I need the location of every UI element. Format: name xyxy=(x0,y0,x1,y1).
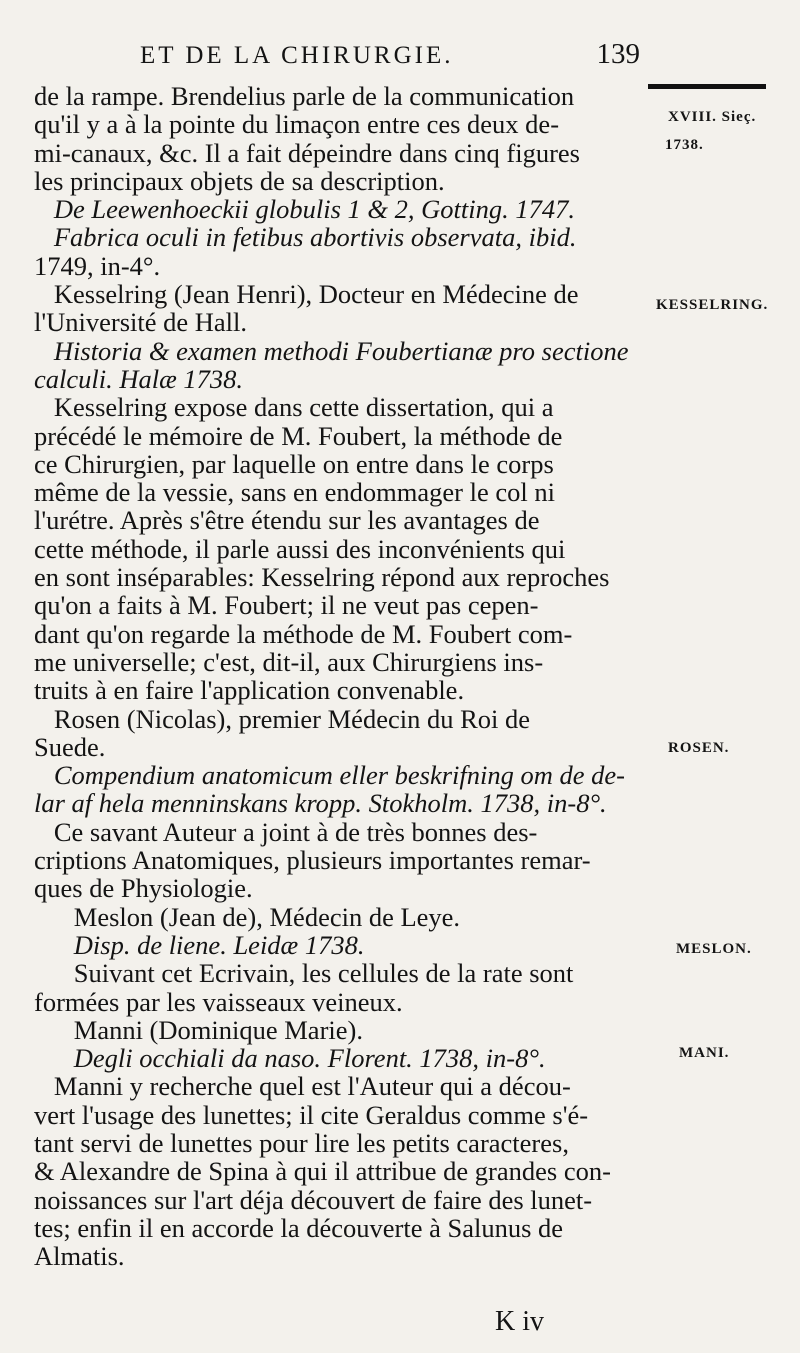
text-line: Manni (Dominique Marie). xyxy=(34,1014,363,1045)
margin-name-meslon: MESLON. xyxy=(676,941,752,957)
catchword: K iv xyxy=(495,1306,544,1337)
text-line: ques de Physiologie. xyxy=(34,873,253,904)
text-line: même de la vessie, sans en endommager le col ni xyxy=(34,477,555,508)
running-title: ET DE LA CHIRURGIE. xyxy=(140,42,454,69)
margin-name-rosen: ROSEN. xyxy=(668,740,730,756)
text-line: en sont inséparables: Kesselring répond aux reproches xyxy=(34,562,610,593)
text-line: Historia & examen methodi Foubertianæ pro sectione xyxy=(34,335,629,366)
text-line: ce Chirurgien, par laquelle on entre dans le corps xyxy=(34,448,554,479)
page-number: 139 xyxy=(596,38,640,70)
text-line: criptions Anatomiques, plusieurs importantes remar- xyxy=(34,845,591,876)
text-line: tant servi de lunettes pour lire les petits caracteres, xyxy=(34,1127,569,1158)
text-line: Rosen (Nicolas), premier Médecin du Roi de xyxy=(34,703,531,734)
text-line: me universelle; c'est, dit-il, aux Chirurgiens ins- xyxy=(34,646,544,677)
text-line: vert l'usage des lunettes; il cite Geraldus comme s'é- xyxy=(34,1099,589,1130)
text-line: calculi. Halæ 1738. xyxy=(34,363,244,394)
text-line: Degli occhiali da naso. Florent. 1738, in-8°. xyxy=(34,1043,546,1074)
main-text-block xyxy=(34,82,654,1270)
text-line: dant qu'on regarde la méthode de M. Foubert com- xyxy=(34,618,573,649)
text-line: Suede. xyxy=(34,731,106,762)
text-line: de la rampe. Brendelius parle de la communication xyxy=(34,81,575,111)
text-line: Fabrica oculi in fetibus abortivis observata, ibid. xyxy=(34,222,577,253)
text-line: Kesselring expose dans cette dissertation, qui a xyxy=(34,392,554,423)
text-line: l'Université de Hall. xyxy=(34,307,248,338)
text-line: lar af hela menninskans kropp. Stokholm. 1738, in-8°. xyxy=(34,788,607,819)
text-line: mi-canaux, &c. Il a fait dépeindre dans cinq figures xyxy=(34,137,580,168)
text-line: qu'on a faits à M. Foubert; il ne veut pas cepen- xyxy=(34,590,539,621)
text-line: l'urétre. Après s'être étendu sur les avantages de xyxy=(34,505,540,536)
text-line: & Alexandre de Spina à qui il attribue de grandes con- xyxy=(34,1156,611,1187)
margin-name-mani: MANI. xyxy=(679,1045,730,1061)
text-line: noissances sur l'art déja découvert de faire des lunet- xyxy=(34,1184,593,1215)
text-line: Meslon (Jean de), Médecin de Leye. xyxy=(34,901,461,932)
text-line: les principaux objets de sa description. xyxy=(34,165,445,196)
text-line: Manni y recherche quel est l'Auteur qui a décou- xyxy=(34,1071,571,1102)
running-header xyxy=(140,38,640,70)
text-line: De Leewenhoeckii globulis 1 & 2, Gotting. 1747. xyxy=(34,194,575,225)
margin-name-kesselring: KESSELRING. xyxy=(656,297,769,313)
text-line: précédé le mémoire de M. Foubert, la méthode de xyxy=(34,420,563,451)
text-line: cette méthode, il parle aussi des inconvénients qui xyxy=(34,533,566,564)
margin-century: XVIII. Sieç. xyxy=(668,109,757,125)
text-line: formées par les vaisseaux veineux. xyxy=(34,986,403,1017)
margin-year: 1738. xyxy=(665,137,704,153)
text-line: Compendium anatomicum eller beskrifning om de de- xyxy=(34,760,625,791)
text-line: truits à en faire l'application convenable. xyxy=(34,675,465,706)
text-line: Disp. de liene. Leidæ 1738. xyxy=(34,929,365,960)
text-line: Suivant cet Ecrivain, les cellules de la rate sont xyxy=(34,958,574,989)
text-line: qu'il y a à la pointe du limaçon entre ces deux de- xyxy=(34,109,560,140)
header-rule xyxy=(648,84,766,89)
text-line: tes; enfin il en accorde la découverte à Salunus de xyxy=(34,1212,564,1243)
text-line: Ce savant Auteur a joint à de très bonnes des- xyxy=(34,816,538,847)
text-line: Kesselring (Jean Henri), Docteur en Médecine de xyxy=(34,279,579,310)
text-line: 1749, in-4°. xyxy=(34,250,161,281)
text-line: Almatis. xyxy=(34,1241,125,1272)
